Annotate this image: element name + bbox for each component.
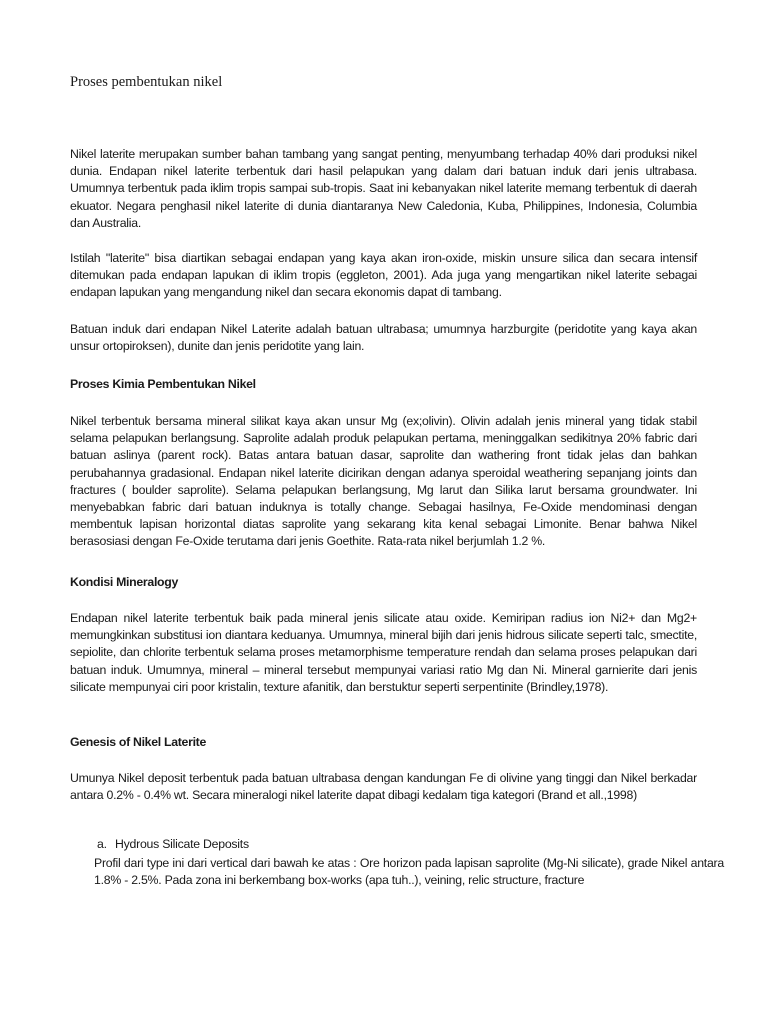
list-item-marker: a. — [97, 837, 107, 851]
section-paragraph-proses-kimia: Nikel terbentuk bersama mineral silikat kaya akan unsur Mg (ex;olivin). Olivin adalah jenis mineral yang tidak stabil selama pelapukan berlangsung. Saprolite adalah produk pelapukan pertama, meninggalkan sedikitnya 20% fabric dari batuan aslinya (parent rock). Batas antara batuan dasar, saprolite dan wathering front tidak jelas dan bahkan perubahannya gradasional. Endapan nikel laterite dicirikan dengan adanya speroidal weathering sepanjang joints dan fractures ( boulder saprolite). Selama pelapukan berlangsung, Mg larut dan Silika larut bersama groundwater. Ini menyebabkan fabric dari batuan induknya is totally change. Sebagai hasilnya, Fe-Oxide mendominasi dengan membentuk lapisan horizontal diatas saprolite yang sekarang kita kenal sebagai Limonite. Benar bahwa Nikel berasosiasi dengan Fe-Oxide terutama dari jenis Goethite. Rata-rata nikel berjumlah 1.2 %. — [70, 414, 697, 549]
section-paragraph-kondisi-mineralogy: Endapan nikel laterite terbentuk baik pada mineral jenis silicate atau oxide. Kemiripan radius ion Ni2+ dan Mg2+ memungkinkan substitusi ion diantara keduanya. Umumnya, mineral bijih dari jenis hidrous silicate seperti talc, smectite, sepiolite, dan chlorite terbentuk selama proses metamorphisme temperature rendah dan selama proses pelapukan dari batuan induk. Umumnya, mineral – mineral tersebut mempunyai variasi ratio Mg dan Ni. Mineral garnierite dari jenis silicate mempunyai ciri poor kristalin, texture afanitik, dan berstuktur seperti serpentinite (Brindley,1978). — [70, 611, 697, 694]
intro-paragraph-2: Istilah "laterite" bisa diartikan sebagai endapan yang kaya akan iron-oxide, miskin unsure silica dan secara intensif ditemukan pada endapan lapukan di iklim tropis (eggleton, 2001). Ada juga yang mengartikan nikel laterite sebagai endapan lapukan yang mengandung nikel dan secara ekonomis dapat di tambang. — [70, 251, 697, 300]
list-item-title: Hydrous Silicate Deposits — [115, 837, 249, 851]
section-paragraph-genesis: Umunya Nikel deposit terbentuk pada batuan ultrabasa dengan kandungan Fe di olivine yang tinggi dan Nikel berkadar antara 0.2% - 0.4% wt. Secara mineralogi nikel laterite dapat dibagi kedalam tiga kategori (Brand et all.,1998) — [70, 771, 697, 803]
section-heading-kondisi-mineralogy: Kondisi Mineralogy — [70, 575, 179, 589]
list-item-label — [97, 836, 249, 853]
section-heading-genesis: Genesis of Nikel Laterite — [70, 735, 207, 749]
document-title: Proses pembentukan nikel — [70, 74, 223, 90]
intro-paragraph-3: Batuan induk dari endapan Nikel Laterite adalah batuan ultrabasa; umumnya harzburgite (peridotite yang kaya akan unsur ortopiroksen), dunite dan jenis peridotite yang lain. — [70, 322, 697, 354]
intro-paragraph-1: Nikel laterite merupakan sumber bahan tambang yang sangat penting, menyumbang terhadap 40% dari produksi nikel dunia. Endapan nikel laterite terbentuk dari hasil pelapukan yang dalam dari batuan induk dari jenis ultrabasa. Umumnya terbentuk pada iklim tropis sampai sub-tropis. Saat ini kebanyakan nikel laterite memang terbentuk di daerah ekuator. Negara penghasil nikel laterite di dunia diantaranya New Caledonia, Kuba, Philippines, Indonesia, Columbia dan Australia. — [70, 147, 697, 230]
section-heading-proses-kimia: Proses Kimia Pembentukan Nikel — [70, 377, 256, 391]
list-item-text: Profil dari type ini dari vertical dari bawah ke atas : Ore horizon pada lapisan saprolite (Mg-Ni silicate), grade Nikel antara 1.8% - 2.5%. Pada zona ini berkembang box-works (apa tuh..), veining, relic structure, fracture — [94, 856, 724, 888]
